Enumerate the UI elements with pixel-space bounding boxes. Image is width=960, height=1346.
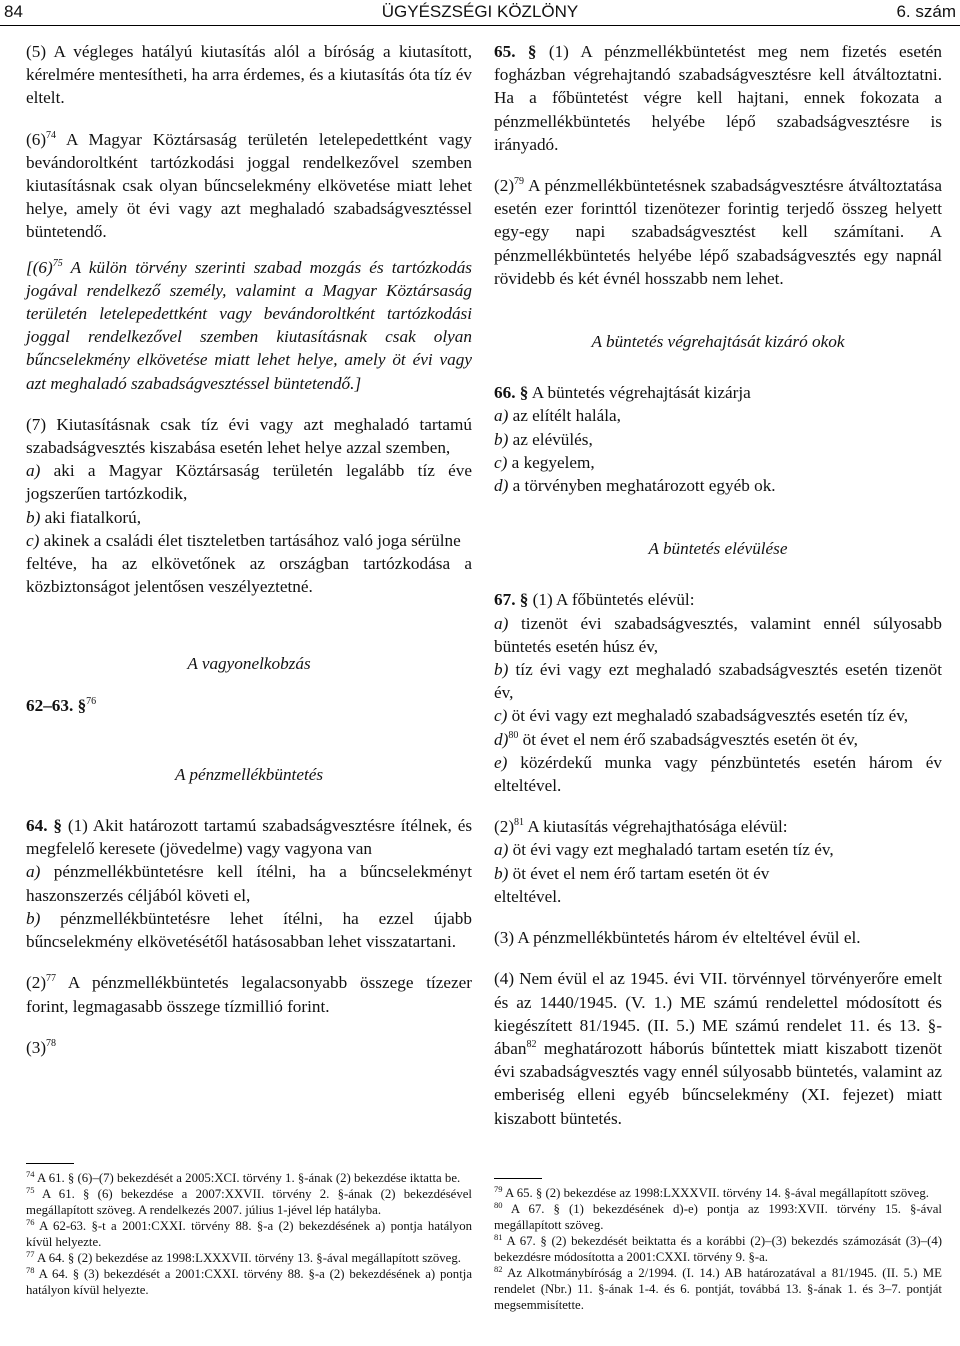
journal-title: ÜGYÉSZSÉGI KÖZLÖNY xyxy=(381,2,579,21)
footnote-ref-79[interactable]: 79 xyxy=(514,176,525,188)
footnote-text: A 61. § (6) bekezdése a 2007:XXVII. törvény 2. §-ának (2) bekezdésével megállapított szöveg. A rendelkezés 2007. július 1-jével lép hatályba. xyxy=(26,1187,472,1217)
section-67-point-e: e) közérdekű munka vagy pénzbüntetés esetén három év elteltével. xyxy=(494,752,942,796)
footnote-text: A 64. § (3) bekezdését a 2001:CXXI. törvény 88. §-a (2) bekezdésének a) pontja hatályon kívül helyezte. xyxy=(26,1267,472,1297)
section-67-para-2: $(2)^{81}$ A kiutasítás végrehajthatósága elévül: xyxy=(494,817,788,837)
footnote-text: Az Alkotmánybíróság a 2/1994. (I. 14.) AB határozatával a 81/1945. (II. 5.) ME rendelet (Nbr.) 11. §-ának 1-4. és 6. pontját, továbbá 13. §-ának 1. és 3–7. pontját megsemmisítette. xyxy=(494,1266,942,1312)
footnotes-left xyxy=(26,1163,472,1298)
footnote-79 xyxy=(494,1185,942,1201)
section-65-para-1: 65. § (1) A pénzmellékbüntetést meg nem fizetés esetén fogházban végrehajtandó szabadságvesztésre kell átváltoztatni. Ha a főbüntetést végre kell hajtani, ennek fokozata a pénzmellékbüntetés helyébe lépő szabadságvesztésre is irányadó. xyxy=(494,42,942,154)
section-64-point-b: b) pénzmellékbüntetésre lehet ítélni, ha ezzel újabb bűncselekmény elkövetésétől hatásosabban lehet visszatartani. xyxy=(26,908,472,952)
footnote-ref-76[interactable]: 76 xyxy=(86,695,97,707)
paragraph-7-point-b: b) aki fiatalkorú, xyxy=(26,507,142,527)
section-64-point-a: a) pénzmellékbüntetésre kell ítélni, ha a bűncselekményt haszonszerzés céljából követi el, xyxy=(26,862,472,905)
footnote-rule xyxy=(26,1163,74,1164)
heading-buntetes-elevulese: A büntetés elévülése xyxy=(648,539,788,559)
footnote-number: 76 xyxy=(26,1217,35,1227)
section-64-para-3: $(3)^{78}$ xyxy=(26,1037,57,1057)
section-67-point-b: b) tíz évi vagy ezt meghaladó szabadságvesztés esetén tizenöt év, xyxy=(494,660,942,703)
footnote-ref-75[interactable]: 75 xyxy=(52,257,63,269)
heading-vegrehajtas-kizaro-okok: A büntetés végrehajtását kizáró okok xyxy=(591,332,845,352)
footnote-81 xyxy=(494,1233,942,1265)
footnote-number: 75 xyxy=(26,1185,35,1195)
footnote-number: 74 xyxy=(26,1169,35,1179)
section-67-para-2-closing: elteltével. xyxy=(494,886,562,906)
section-66-point-d: d) a törvényben meghatározott egyéb ok. xyxy=(494,476,776,496)
section-66-point-b: b) az elévülés, xyxy=(494,429,593,449)
section-67-para-2-point-b: b) öt évet el nem érő tartam esetén öt év xyxy=(494,863,770,883)
footnote-number: 79 xyxy=(494,1184,503,1194)
footnote-ref-81[interactable]: 81 xyxy=(514,817,525,829)
left-column xyxy=(26,40,472,1059)
section-62-63: 62–63. §$^{76}$ xyxy=(26,695,97,715)
footnote-rule xyxy=(494,1178,542,1179)
paragraph-7-point-c: c) akinek a családi élet tiszteletben tartásához való joga sérülne xyxy=(26,530,461,550)
footnote-82 xyxy=(494,1265,942,1313)
section-66-point-a: a) az elítélt halála, xyxy=(494,406,621,426)
footnote-ref-74[interactable]: 74 xyxy=(46,129,57,141)
section-66: 66. § A büntetés végrehajtását kizárja xyxy=(494,383,751,403)
heading-penzmellekbuntetes: A pénzmellékbüntetés xyxy=(174,764,324,784)
issue-number: 6. szám xyxy=(896,2,956,21)
section-67-point-c: c) öt évi vagy ezt meghaladó szabadságvesztés esetén tíz év, xyxy=(494,706,909,726)
footnote-78 xyxy=(26,1266,472,1298)
footnote-number: 82 xyxy=(494,1264,503,1274)
footnote-number: 78 xyxy=(26,1265,35,1275)
footnotes-right xyxy=(494,1178,942,1313)
right-column xyxy=(494,40,942,1130)
footnote-text: A 61. § (6)–(7) bekezdését a 2005:XCI. törvény 1. §-ának (2) bekezdése iktatta be. xyxy=(34,1171,461,1185)
footnote-text: A 64. § (2) bekezdése az 1998:LXXXVII. törvény 13. §-ával megállapított szöveg. xyxy=(34,1251,461,1265)
section-66-point-c: c) a kegyelem, xyxy=(494,452,595,472)
paragraph-7-point-a: a) aki a Magyar Köztársaság területén legalább tíz éve jogszerűen tartózkodik, xyxy=(26,461,472,504)
paragraph-7-closing: feltéve, ha az elkövetőnek az országban tartózkodása a közbiztonságot jelentősen veszélyeztetné. xyxy=(26,554,472,597)
footnote-ref-77[interactable]: 77 xyxy=(46,973,57,985)
section-67-point-a: a) tizenöt évi szabadságvesztés, valamint ennél súlyosabb büntetés esetén húsz év, xyxy=(494,613,942,656)
footnote-text: A 62-63. §-t a 2001:CXXI. törvény 88. §-a (2) bekezdésének a) pontja hatályon kívül helyezte. xyxy=(26,1219,472,1249)
footnote-ref-78[interactable]: 78 xyxy=(46,1037,57,1049)
paragraph-7: (7) Kiutasításnak csak tíz évi vagy azt meghaladó tartamú szabadságvesztés kiszabása esetén lehet helye azzal szemben, xyxy=(26,414,472,458)
footnote-80 xyxy=(494,1201,942,1233)
footnote-ref-80[interactable]: 80 xyxy=(508,729,519,741)
section-65-para-2: $(2)^{79}$ A pénzmellékbüntetésnek szabadságvesztésre átváltoztatása esetén ezer forinttól tizenötezer forintig terjedő összeg helyett egy-egy napi szabadságvesztést kell számítani. A pénzmellékbüntetés helyébe lépő szabadságvesztés egy napnál rövidebb és két évnél hosszabb nem lehet. xyxy=(494,176,942,288)
section-67-para-4: (4) Nem évül el az 1945. évi VII. törvénnyel törvényerőre emelt és az 1440/1945. (V. 1.) ME számú rendelettel módosított és kiegészített 81/1945. (II. 5.) ME számú rendelet 11. és 13. §-ában$^{82}$ meghatározott háborús bűntettek miatt kiszabott tizenöt évi szabadságvesztés vagy ennél súlyosabb büntetés, valamint az emberiség elleni egyéb bűncselekmény (XI. fejezet) miatt kiszabott büntetés. xyxy=(494,969,942,1128)
section-64-para-2: $(2)^{77}$ A pénzmellékbüntetés legalacsonyabb összege tízezer forint, legmagasabb összege tízmillió forint. xyxy=(26,973,472,1016)
footnote-75 xyxy=(26,1186,472,1218)
section-64-para-1: 64. § (1) Akit határozott tartamú szabadságvesztésre ítélnek, és megfelelő keresete (jövedelme) vagy vagyona van xyxy=(26,816,473,859)
footnote-text: A 67. § (2) bekezdését beiktatta és a korábbi (2)–(3) bekezdés számozását (3)–(4) bekezdésre módosította a 2001:CXXI. törvény 9. §-a. xyxy=(494,1234,942,1264)
paragraph-6: $(6)^{74}$ A Magyar Köztársaság területén letelepedettként vagy bevándoroltként tartózkodási joggal rendelkezővel szemben kiutasításnak csak olyan bűncselekmény elkövetése miatt lehet helye, amely öt évi vagy azt meghaladó szabadságvesztéssel büntetendő. xyxy=(26,129,472,242)
footnote-ref-82[interactable]: 82 xyxy=(526,1038,537,1050)
footnote-number: 77 xyxy=(26,1249,35,1259)
section-67-para-3: (3) A pénzmellékbüntetés három év elteltével évül el. xyxy=(494,928,861,948)
section-67-para-2-point-a: a) öt évi vagy ezt meghaladó tartam esetén tíz év, xyxy=(494,840,834,860)
footnote-number: 81 xyxy=(494,1232,503,1242)
header-rule xyxy=(0,25,960,26)
paragraph-6-previous: [$(6)^{75}$ A külön törvény szerinti szabad mozgás és tartózkodás jogával rendelkező személy, valamint a Magyar Köztársaság területén letelepedettként vagy bevándoroltként tartózkodási joggal rendelkezővel szemben kiutasításnak csak olyan bűncselekmény elkövetése miatt lehet helye, amely öt évi vagy azt meghaladó szabadságvesztéssel büntetendő.] xyxy=(26,257,472,393)
footnote-text: A 65. § (2) bekezdése az 1998:LXXXVII. törvény 14. §-ával megállapított szöveg. xyxy=(502,1186,929,1200)
heading-vagyonelkobzas: A vagyonelkobzás xyxy=(187,654,311,674)
footnote-76 xyxy=(26,1218,472,1250)
footnote-number: 80 xyxy=(494,1200,503,1210)
section-67-para-1: 67. § (1) A főbüntetés elévül: xyxy=(494,590,695,610)
footnote-77 xyxy=(26,1250,472,1266)
footnote-74 xyxy=(26,1170,472,1186)
section-67-point-d: d)$^{80}$ öt évet el nem érő szabadságvesztés esetén öt év, xyxy=(494,729,858,749)
page-header xyxy=(0,0,960,24)
page-number: 84 xyxy=(4,2,23,21)
footnote-text: A 67. § (1) bekezdésének d)-e) pontja az 1993:XVII. törvény 15. §-ával megállapított szöveg. xyxy=(494,1202,942,1232)
paragraph-5: (5) A végleges hatályú kiutasítás alól a bíróság a kiutasított, kérelmére mentesítheti, ha arra érdemes, és a kiutasítás óta tíz év eltelt. xyxy=(26,42,472,108)
